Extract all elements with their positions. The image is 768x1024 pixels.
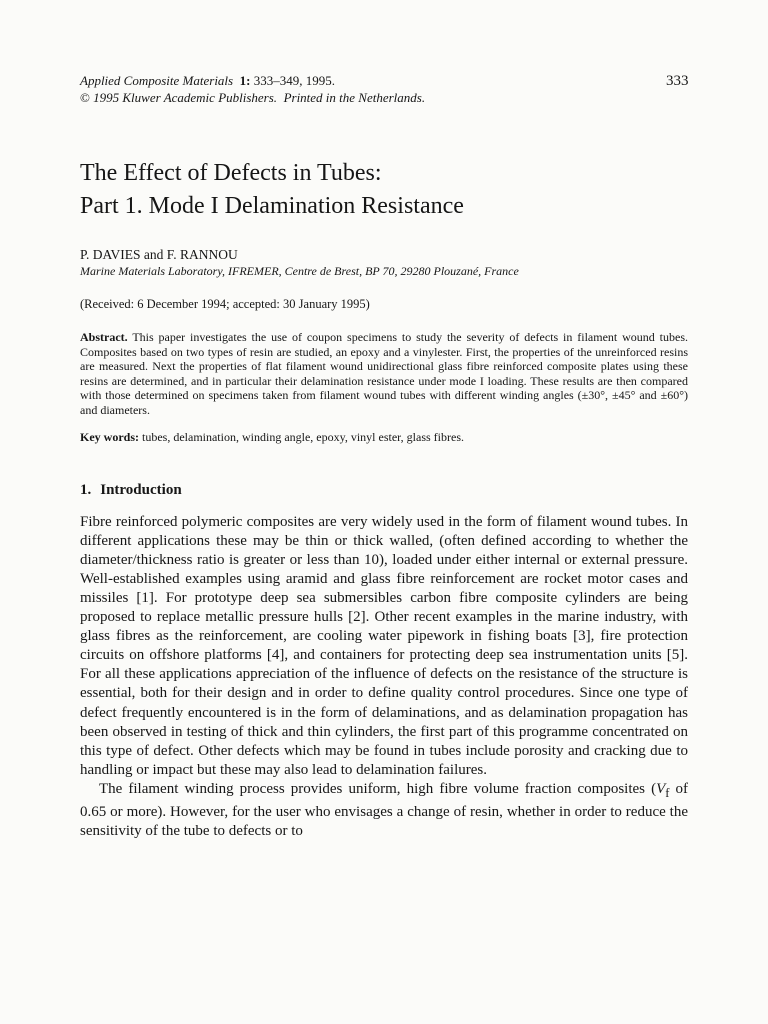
paragraph-2-end: of 0.65 or more). However, for the user who envisages a change of resin, whether in order to reduce the sensitivity of the tube to defects or to [80, 780, 689, 840]
journal-name: Applied Composite Materials [80, 73, 234, 88]
journal-volume: 1: [239, 73, 251, 88]
abstract-label: Abstract. [80, 330, 128, 344]
page-number: 333 [666, 73, 689, 89]
printed-in: Printed in the Netherlands. [283, 90, 426, 105]
paragraph-2 [80, 780, 688, 841]
affiliation: Marine Materials Laboratory, IFREMER, Centre de Brest, BP 70, 29280 Plouzané, France [80, 264, 519, 278]
paragraph-1: Fibre reinforced polymeric composites are very widely used in the form of filament wound tubes. In different applications these may be thin or thick walled, (often defined according to whether the diameter/thickness ratio is greater or less than 10), loaded under either internal or external pressure. Well-established examples using aramid and glass fibre reinforcement are rocket motor cases and missiles [1]. For prototype deep sea submersibles carbon fibre composite cylinders are being proposed to replace metallic pressure hulls [2]. Other recent examples in the marine industry, with glass fibres as the reinforcement, are cooling water pipework in fishing boats [3], fire protection circuits on offshore platforms [4], and containers for protecting deep sea instrumentation units [5]. For all these applications appreciation of the influence of defects on the resistance of the structure is essential, both for their design and in order to define quality control procedures. Since one type of defect frequently encountered is in the form of delaminations, and as delamination propagation has been observed in testing of thick and thin cylinders, the first part of this programme concentrated on this type of defect. Other defects which may be found in tubes include porosity and cracking due to handling or impact but these may also lead to delamination failures. [80, 513, 688, 778]
authors: P. DAVIES and F. RANNOU [80, 247, 238, 262]
vf-symbol: V [656, 780, 666, 797]
copyright-text: 1995 Kluwer Academic Publishers. [93, 90, 278, 105]
title-line-1: The Effect of Defects in Tubes: [80, 160, 382, 186]
title-line-2: Part 1. Mode I Delamination Resistance [80, 193, 464, 219]
paper-title [80, 157, 688, 223]
journal-header [80, 72, 688, 106]
section-heading [80, 481, 688, 500]
keywords [80, 430, 688, 445]
copyright-icon: © [80, 90, 90, 105]
keywords-label: Key words: [80, 429, 139, 444]
abstract-text: This paper investigates the use of coupon specimens to study the severity of defects in filament wound tubes. Composites based on two types of resin are studied, an epoxy and a vinylester. First, the properties of the unreinforced resins are measured. Next the properties of flat filament wound unidirectional glass fibre reinforced composite plates using these resins are determined, and in particular their delamination resistance under mode I loading. These results are then compared with those determined on specimens taken from filament wound tubes with different winding angles (±30°, ±45° and ±60°) and diameters. [80, 330, 688, 417]
abstract [80, 330, 688, 418]
paper-page [80, 72, 688, 841]
copyright-line [80, 89, 688, 106]
section-number: 1. [80, 481, 92, 498]
section-title: Introduction [100, 481, 182, 498]
vf-subscript: f [665, 785, 670, 800]
journal-citation-line [80, 72, 688, 89]
paragraph-2-start: The filament winding process provides uniform, high fibre volume fraction composites ( [99, 780, 657, 797]
received-dates: (Received: 6 December 1994; accepted: 30 January 1995) [80, 297, 370, 311]
journal-pages-year: 333–349, 1995. [253, 73, 335, 88]
body-text [80, 513, 688, 842]
keywords-text: tubes, delamination, winding angle, epoxy, vinyl ester, glass fibres. [142, 429, 465, 444]
